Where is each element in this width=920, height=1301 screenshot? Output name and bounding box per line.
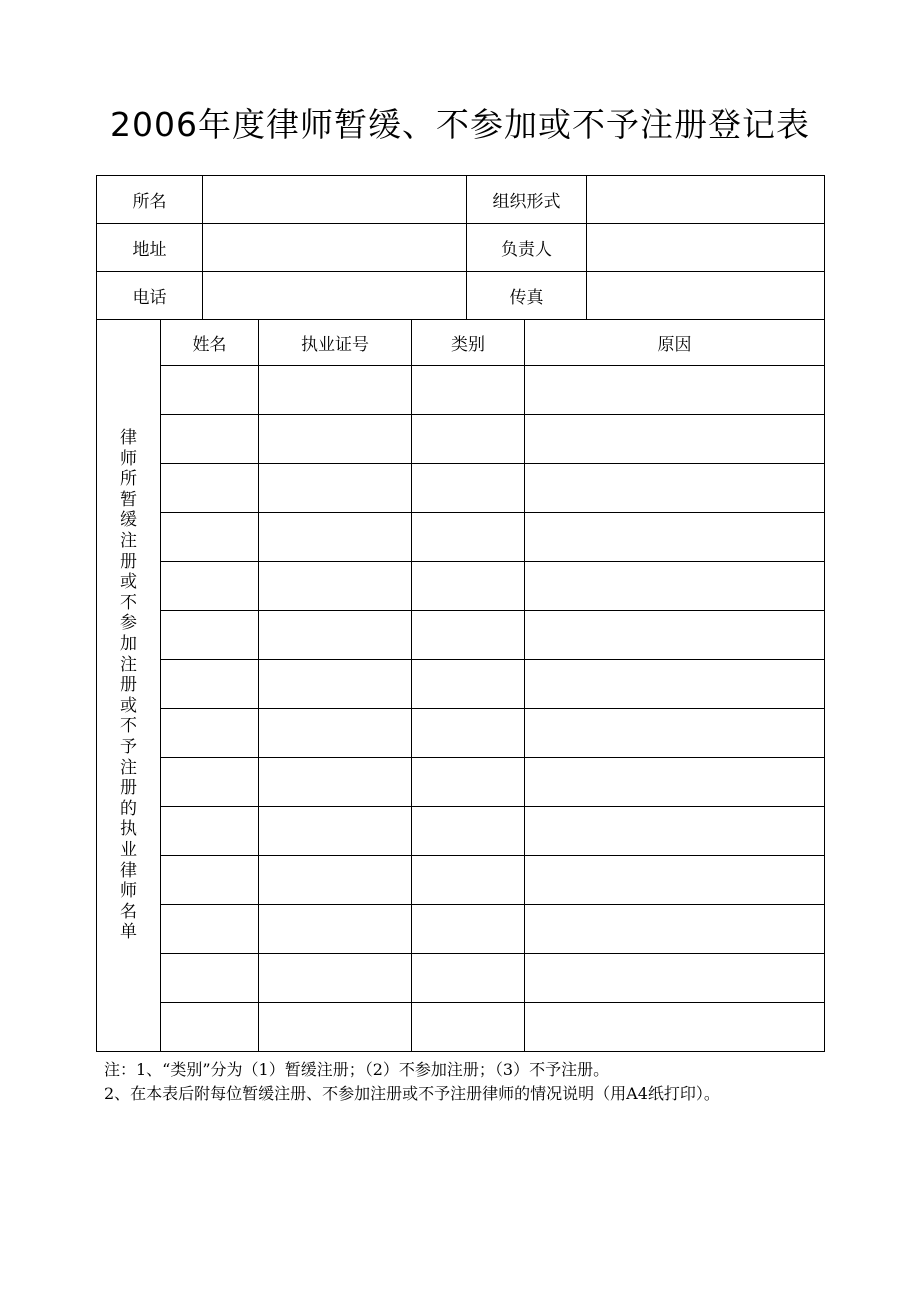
name-cell[interactable] — [161, 1003, 259, 1052]
category-cell[interactable] — [412, 709, 525, 758]
phone-row — [97, 272, 825, 320]
address-label: 地址 — [97, 224, 203, 272]
table-row — [97, 611, 825, 660]
license-no-cell[interactable] — [259, 366, 412, 415]
form-title: 2006年度律师暂缓、不参加或不予注册登记表 — [110, 105, 810, 144]
license-no-cell[interactable] — [259, 611, 412, 660]
org-form-field[interactable] — [587, 176, 825, 224]
license-no-cell[interactable] — [259, 807, 412, 856]
firm-name-label: 所名 — [97, 176, 203, 224]
fax-field[interactable] — [587, 272, 825, 320]
name-cell[interactable] — [161, 905, 259, 954]
firm-info-table — [96, 175, 825, 320]
table-row — [97, 807, 825, 856]
address-field[interactable] — [203, 224, 467, 272]
firm-name-field[interactable] — [203, 176, 467, 224]
phone-field[interactable] — [203, 272, 467, 320]
lawyer-list-side-label-cell — [97, 320, 161, 1052]
category-cell[interactable] — [412, 905, 525, 954]
name-cell[interactable] — [161, 415, 259, 464]
category-cell[interactable] — [412, 513, 525, 562]
name-cell[interactable] — [161, 856, 259, 905]
reason-cell[interactable] — [525, 954, 825, 1003]
header-name: 姓名 — [161, 320, 259, 366]
reason-cell[interactable] — [525, 562, 825, 611]
category-cell[interactable] — [412, 366, 525, 415]
header-license-no: 执业证号 — [259, 320, 412, 366]
name-cell[interactable] — [161, 366, 259, 415]
license-no-cell[interactable] — [259, 415, 412, 464]
table-row — [97, 513, 825, 562]
lawyer-list-table — [96, 319, 825, 1052]
category-cell[interactable] — [412, 856, 525, 905]
phone-label: 电话 — [97, 272, 203, 320]
name-cell[interactable] — [161, 758, 259, 807]
license-no-cell[interactable] — [259, 856, 412, 905]
table-row — [97, 660, 825, 709]
category-cell[interactable] — [412, 415, 525, 464]
category-cell[interactable] — [412, 758, 525, 807]
table-row — [97, 905, 825, 954]
table-row — [97, 464, 825, 513]
reason-cell[interactable] — [525, 513, 825, 562]
license-no-cell[interactable] — [259, 1003, 412, 1052]
org-form-label: 组织形式 — [467, 176, 587, 224]
license-no-cell[interactable] — [259, 905, 412, 954]
registration-form — [96, 175, 823, 1055]
license-no-cell[interactable] — [259, 758, 412, 807]
table-row — [97, 709, 825, 758]
reason-cell[interactable] — [525, 415, 825, 464]
reason-cell[interactable] — [525, 709, 825, 758]
reason-cell[interactable] — [525, 807, 825, 856]
reason-cell[interactable] — [525, 611, 825, 660]
header-reason: 原因 — [525, 320, 825, 366]
reason-cell[interactable] — [525, 366, 825, 415]
table-row — [97, 415, 825, 464]
name-cell[interactable] — [161, 709, 259, 758]
principal-field[interactable] — [587, 224, 825, 272]
category-cell[interactable] — [412, 562, 525, 611]
name-cell[interactable] — [161, 464, 259, 513]
note-line-1: 注：1、“类别”分为（1）暂缓注册；（2）不参加注册；（3）不予注册。 — [104, 1060, 610, 1079]
reason-cell[interactable] — [525, 905, 825, 954]
name-cell[interactable] — [161, 807, 259, 856]
reason-cell[interactable] — [525, 464, 825, 513]
table-row — [97, 562, 825, 611]
license-no-cell[interactable] — [259, 464, 412, 513]
category-cell[interactable] — [412, 611, 525, 660]
name-cell[interactable] — [161, 513, 259, 562]
reason-cell[interactable] — [525, 660, 825, 709]
principal-label: 负责人 — [467, 224, 587, 272]
table-row — [97, 366, 825, 415]
category-cell[interactable] — [412, 464, 525, 513]
name-cell[interactable] — [161, 611, 259, 660]
name-cell[interactable] — [161, 562, 259, 611]
table-row — [97, 758, 825, 807]
reason-cell[interactable] — [525, 758, 825, 807]
license-no-cell[interactable] — [259, 954, 412, 1003]
category-cell[interactable] — [412, 660, 525, 709]
firm-name-row — [97, 176, 825, 224]
reason-cell[interactable] — [525, 1003, 825, 1052]
category-cell[interactable] — [412, 954, 525, 1003]
notes — [104, 1058, 824, 1106]
license-no-cell[interactable] — [259, 513, 412, 562]
lawyer-list-header — [97, 320, 825, 366]
category-cell[interactable] — [412, 807, 525, 856]
license-no-cell[interactable] — [259, 660, 412, 709]
header-category: 类别 — [412, 320, 525, 366]
category-cell[interactable] — [412, 1003, 525, 1052]
fax-label: 传真 — [467, 272, 587, 320]
note-line-2: 2、在本表后附每位暂缓注册、不参加注册或不予注册律师的情况说明（用A4纸打印）。 — [104, 1084, 720, 1103]
table-row — [97, 856, 825, 905]
lawyer-list-side-label: 律师所暂缓注册或不参加注册或不予注册的执业律师名单 — [120, 428, 137, 943]
name-cell[interactable] — [161, 660, 259, 709]
license-no-cell[interactable] — [259, 709, 412, 758]
license-no-cell[interactable] — [259, 562, 412, 611]
table-row — [97, 1003, 825, 1052]
name-cell[interactable] — [161, 954, 259, 1003]
address-row — [97, 224, 825, 272]
table-row — [97, 954, 825, 1003]
reason-cell[interactable] — [525, 856, 825, 905]
